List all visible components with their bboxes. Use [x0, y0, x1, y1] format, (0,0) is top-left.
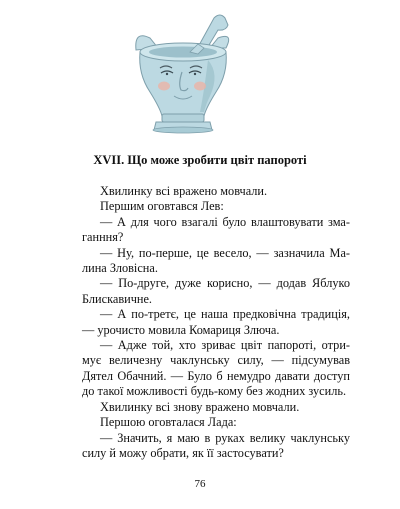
page-number: 76: [194, 478, 206, 490]
paragraph: Першим оговтався Лев:: [100, 199, 224, 214]
mortar-and-pestle-face-icon: [128, 12, 238, 140]
mortar-and-pestle-illustration: [128, 12, 238, 140]
paragraph: — Ну, по-перше, це весело, — зазначила Ма-лина Зловісна.: [82, 245, 350, 276]
chapter-title: XVII. Що може зробити цвіт папороті: [93, 153, 307, 167]
paragraph: Хвилинку всі знову вражено мовчали.: [100, 399, 300, 414]
paragraph: — По-друге, дуже корисно, — додав Яблуко Блискавичне.: [82, 276, 350, 306]
paragraph: — А для чого взагалі було влаштовувати зма-ганння?: [82, 214, 350, 245]
paragraph: Першою оговталася Лада:: [100, 415, 237, 430]
paragraph: — Адже той, хто зриває цвіт папороті, отри-мує величезну чаклунську силу, — підсумував Дятел Обачний. — Було б немудро давати доступ до такої можливості будь-кому без жодних зусиль.: [82, 338, 350, 399]
paragraph: — А по-третє, це наша предковічна традиція, — урочисто мовила Комариця Злюча.: [82, 307, 350, 337]
chapter-body: [82, 184, 350, 461]
paragraph: — Значить, я маю в руках велику чаклунську силу й можу обрати, як її застосувати?: [82, 430, 350, 460]
paragraph: Хвилинку всі вражено мовчали.: [100, 184, 268, 198]
